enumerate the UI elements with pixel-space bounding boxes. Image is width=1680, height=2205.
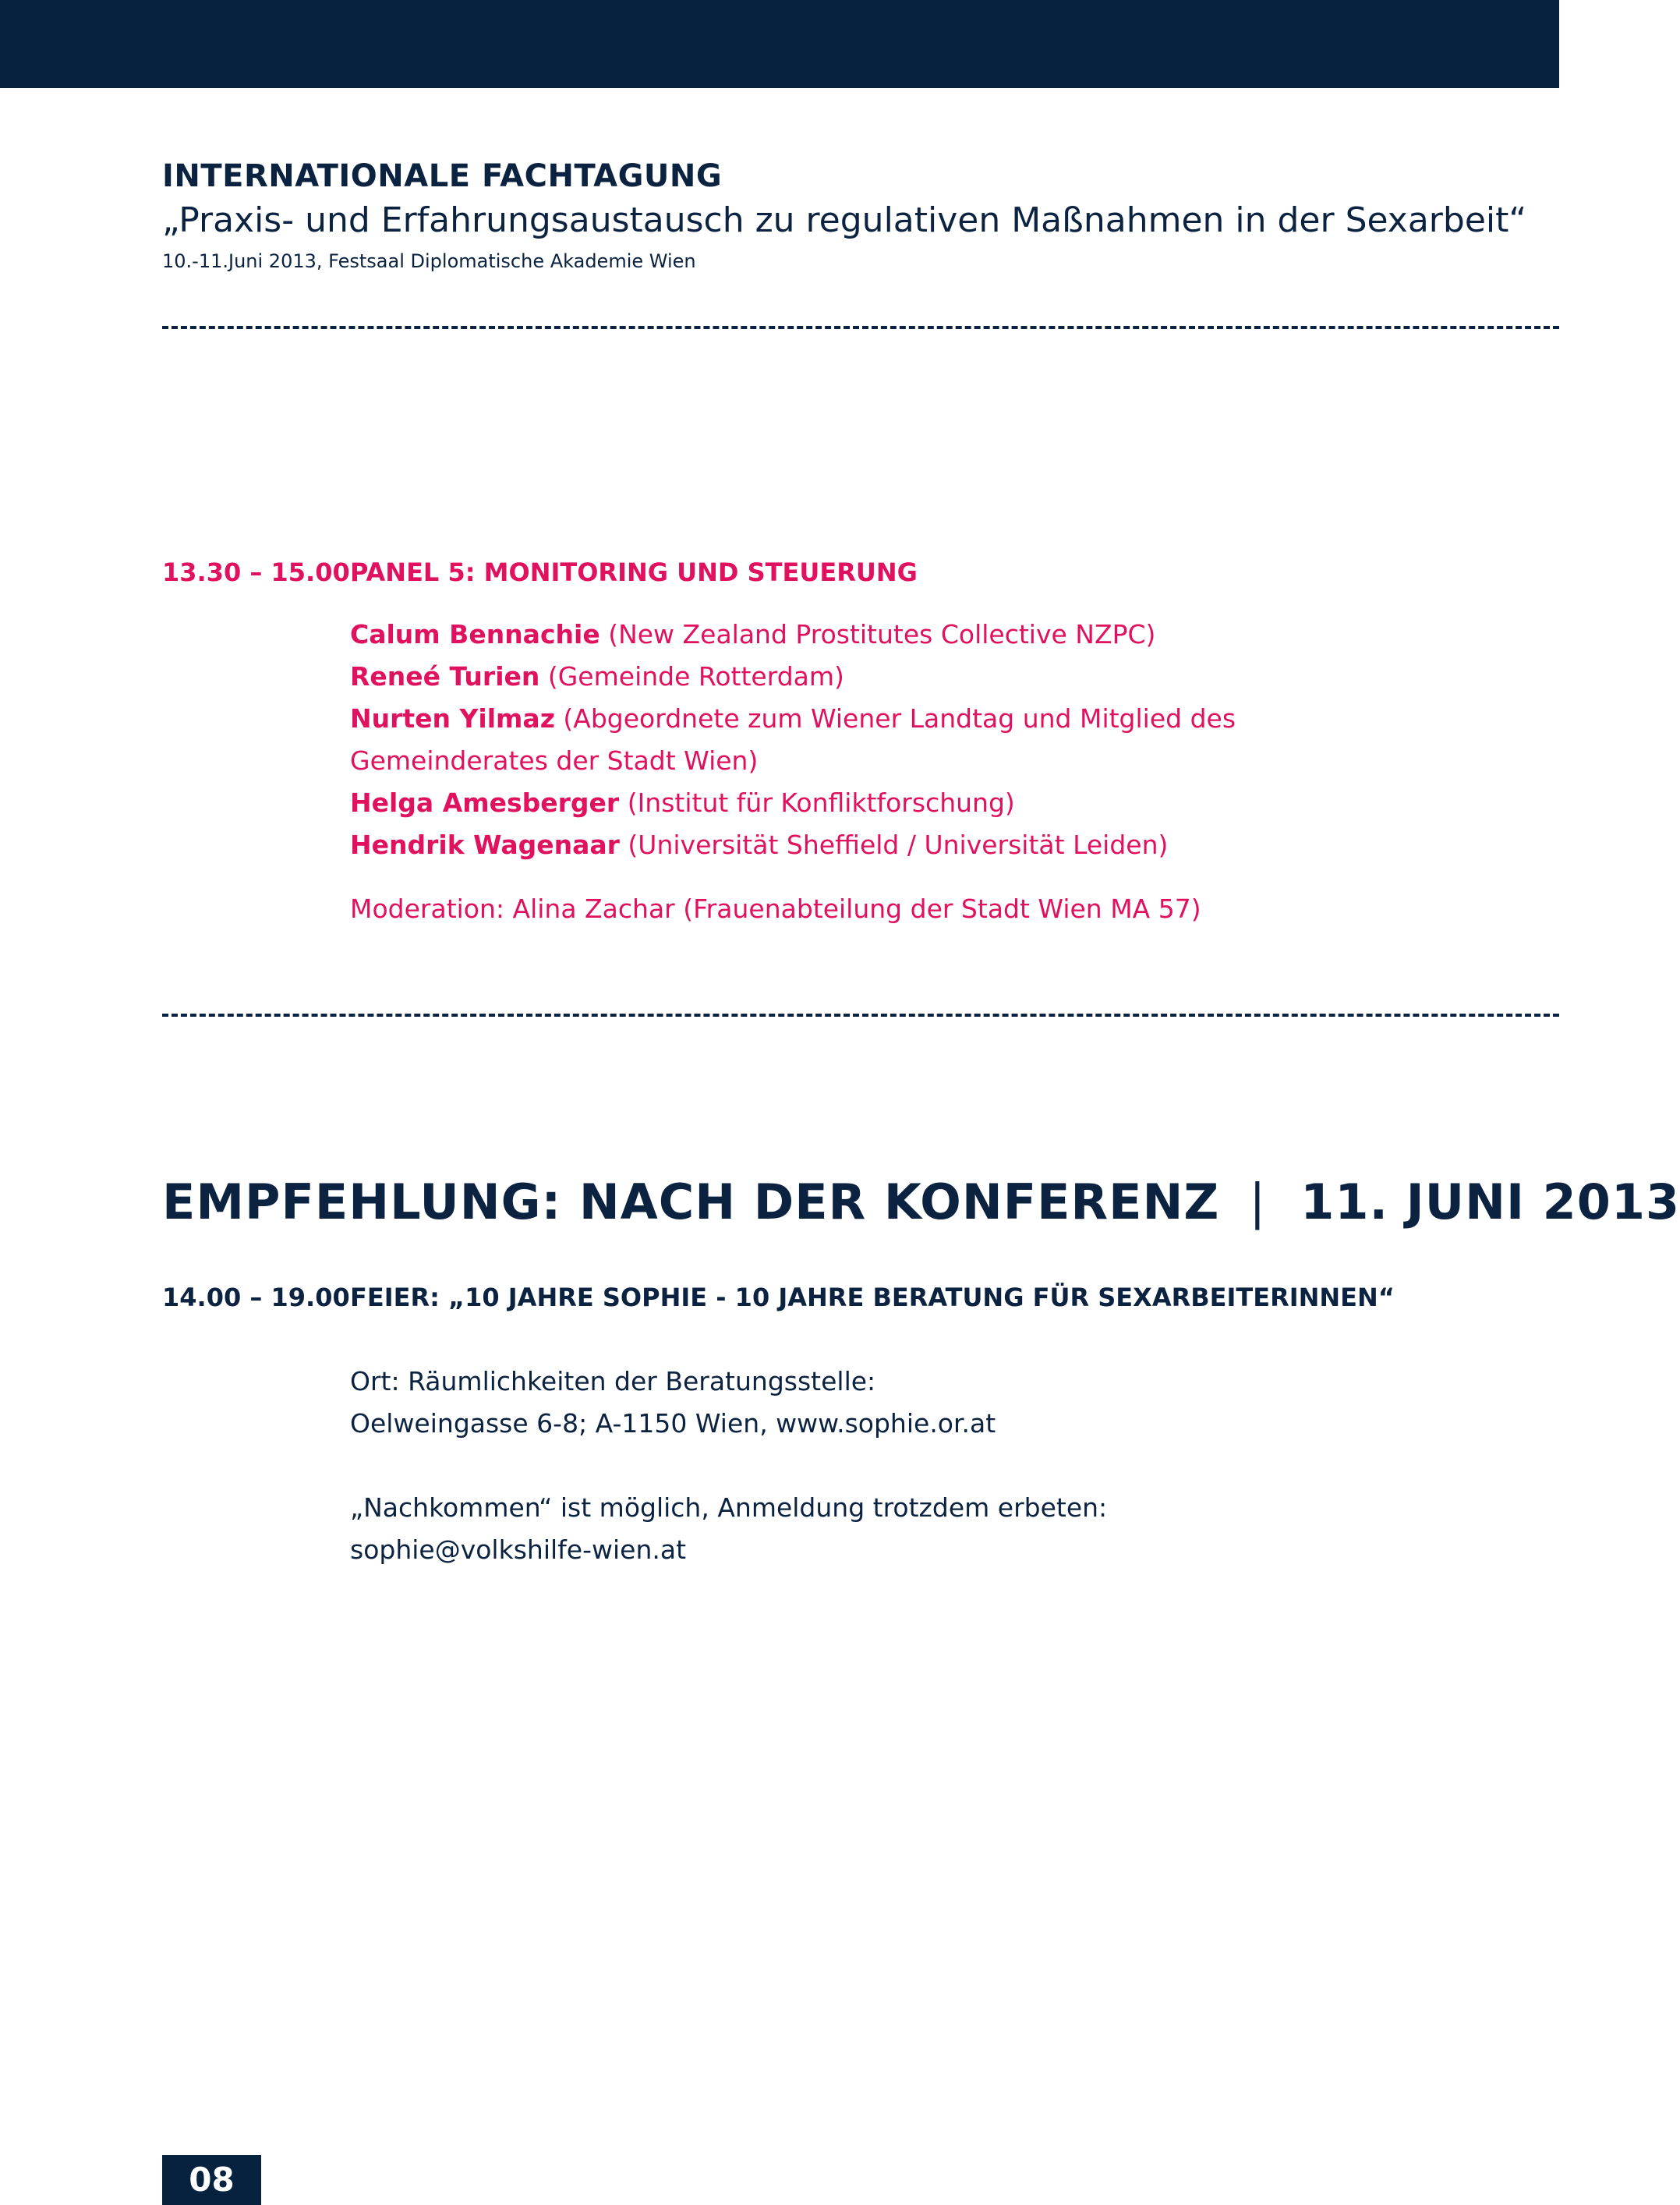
- panel-time: 13.30 – 15.00: [162, 557, 350, 587]
- conference-date-location: 10.-11.Juni 2013, Festsaal Diplomatische Akademie Wien: [162, 250, 696, 272]
- speaker-affiliation: Gemeinderates der Stadt Wien): [350, 745, 759, 776]
- speaker-name: Calum Bennachie: [350, 619, 600, 649]
- speaker-name: Helga Amesberger: [350, 788, 620, 818]
- speaker-affiliation: (Gemeinde Rotterdam): [539, 661, 844, 692]
- dashed-divider: [162, 326, 1559, 329]
- speaker-affiliation: (Institut für Konfliktforschung): [619, 788, 1015, 818]
- panel-title: PANEL 5: MONITORING UND STEUERUNG: [350, 557, 918, 587]
- speaker-item-continued: [350, 740, 1236, 782]
- heading-separator: |: [1249, 1173, 1267, 1230]
- speaker-item: [350, 656, 1236, 698]
- speaker-item: [350, 824, 1236, 866]
- event-contact-email: sophie@volkshilfe-wien.at: [350, 1534, 687, 1565]
- dashed-divider: [162, 1014, 1559, 1017]
- speaker-list: [350, 614, 1236, 866]
- recommendation-heading: [162, 1171, 1680, 1233]
- speaker-affiliation: (New Zealand Prostitutes Collective NZPC): [599, 619, 1156, 649]
- speaker-name: Hendrik Wagenaar: [350, 830, 620, 860]
- event-info: [350, 1361, 1107, 1571]
- event-title: FEIER: „10 JAHRE SOPHIE - 10 JAHRE BERATUNG FÜR SEXARBEITERINNEN“: [350, 1283, 1395, 1312]
- speaker-name: Nurten Yilmaz: [350, 703, 555, 734]
- speaker-item: [350, 614, 1236, 656]
- speaker-affiliation: (Abgeordnete zum Wiener Landtag und Mitglied des: [554, 703, 1236, 734]
- top-banner: [0, 0, 1559, 88]
- conference-title: INTERNATIONALE FACHTAGUNG: [162, 158, 723, 194]
- recommendation-date: 11. JUNI 2013: [1300, 1173, 1680, 1230]
- spacer: [350, 1445, 1107, 1487]
- speaker-item: [350, 782, 1236, 824]
- speaker-affiliation: (Universität Sheffield / Universität Leiden): [619, 830, 1169, 860]
- event-time: 14.00 – 19.00: [162, 1283, 350, 1312]
- speaker-name: Reneé Turien: [350, 661, 540, 692]
- recommendation-title: EMPFEHLUNG: NACH DER KONFERENZ: [162, 1173, 1220, 1230]
- event-registration-note: „Nachkommen“ ist möglich, Anmeldung trotzdem erbeten:: [350, 1492, 1108, 1523]
- conference-subtitle: „Praxis- und Erfahrungsaustausch zu regulativen Maßnahmen in der Sexarbeit“: [162, 200, 1527, 240]
- event-location-label: Ort: Räumlichkeiten der Beratungsstelle:: [350, 1366, 876, 1396]
- event-address: Oelweingasse 6-8; A-1150 Wien, www.sophie.or.at: [350, 1408, 996, 1439]
- document-header: [162, 154, 1534, 278]
- page-number: 08: [162, 2155, 261, 2205]
- speaker-item: [350, 698, 1236, 740]
- panel-moderation: Moderation: Alina Zachar (Frauenabteilung der Stadt Wien MA 57): [350, 894, 1201, 924]
